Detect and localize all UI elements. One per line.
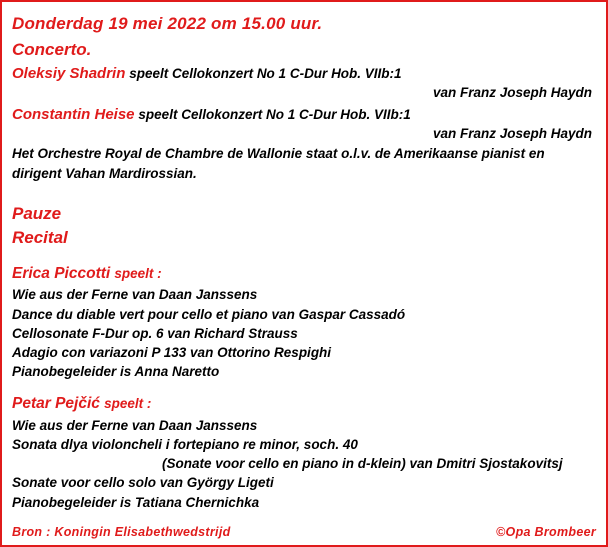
performance-entry (12, 105, 596, 125)
work-item: Wie aus der Ferne van Daan Janssens (12, 417, 258, 433)
recital-artist-block (12, 393, 596, 511)
performance-work: speelt Cellokonzert No 1 C-Dur Hob. VIIb:1 (138, 106, 411, 122)
work-item: Adagio con variazoni P 133 van Ottorino Respighi (12, 344, 332, 360)
soloist-name: Oleksiy Shadrin (12, 65, 126, 83)
recital-artist-block (12, 263, 596, 381)
accompanist-note: Pianobegeleider is Tatiana Chernichka (12, 494, 260, 510)
artist-verb: speelt : (114, 265, 162, 281)
work-item-translation: (Sonate voor cello en piano in d-klein) van Dmitri Sjostakovitsj (162, 456, 563, 472)
source-credit: Bron : Koningin Elisabethwedstrijd (12, 525, 231, 539)
spacer (12, 184, 596, 202)
footer (12, 525, 596, 539)
author-credit: ©Opa Brombeer (496, 525, 596, 539)
section-heading-pauze: Pauze (12, 203, 62, 223)
spacer (12, 251, 596, 263)
artist-verb: speelt : (104, 396, 152, 412)
performance-work: speelt Cellokonzert No 1 C-Dur Hob. VIIb:1 (129, 66, 402, 82)
work-item: Dance du diable vert pour cello et piano van Gaspar Cassadó (12, 306, 406, 322)
artist-name: Erica Piccotti (12, 264, 111, 282)
composer-credit: van Franz Joseph Haydn (432, 85, 592, 101)
event-date-line: Donderdag 19 mei 2022 om 15.00 uur. (12, 14, 323, 33)
artist-name: Petar Pejčić (12, 395, 100, 413)
work-item: Wie aus der Ferne van Daan Janssens (12, 287, 258, 303)
spacer (12, 381, 596, 393)
orchestra-note-line-1: Het Orchestre Royal de Chambre de Wallonie staat o.l.v. de Amerikaanse pianist en (12, 146, 545, 162)
accompanist-note: Pianobegeleider is Anna Naretto (12, 364, 220, 380)
performance-entry (12, 64, 596, 84)
soloist-name: Constantin Heise (12, 105, 135, 123)
work-item: Cellosonate F-Dur op. 6 van Richard Strauss (12, 325, 298, 341)
artist-heading (12, 393, 596, 415)
section-heading-recital: Recital (12, 228, 68, 248)
work-item: Sonata dlya violoncheli i fortepiano re minor, soch. 40 (12, 437, 358, 453)
composer-credit: van Franz Joseph Haydn (432, 125, 592, 141)
artist-heading (12, 263, 596, 285)
orchestra-note-line-2: dirigent Vahan Mardirossian. (12, 166, 197, 182)
work-item: Sonate voor cello solo van György Ligeti (12, 475, 274, 491)
program-title: Concerto. (12, 39, 92, 59)
